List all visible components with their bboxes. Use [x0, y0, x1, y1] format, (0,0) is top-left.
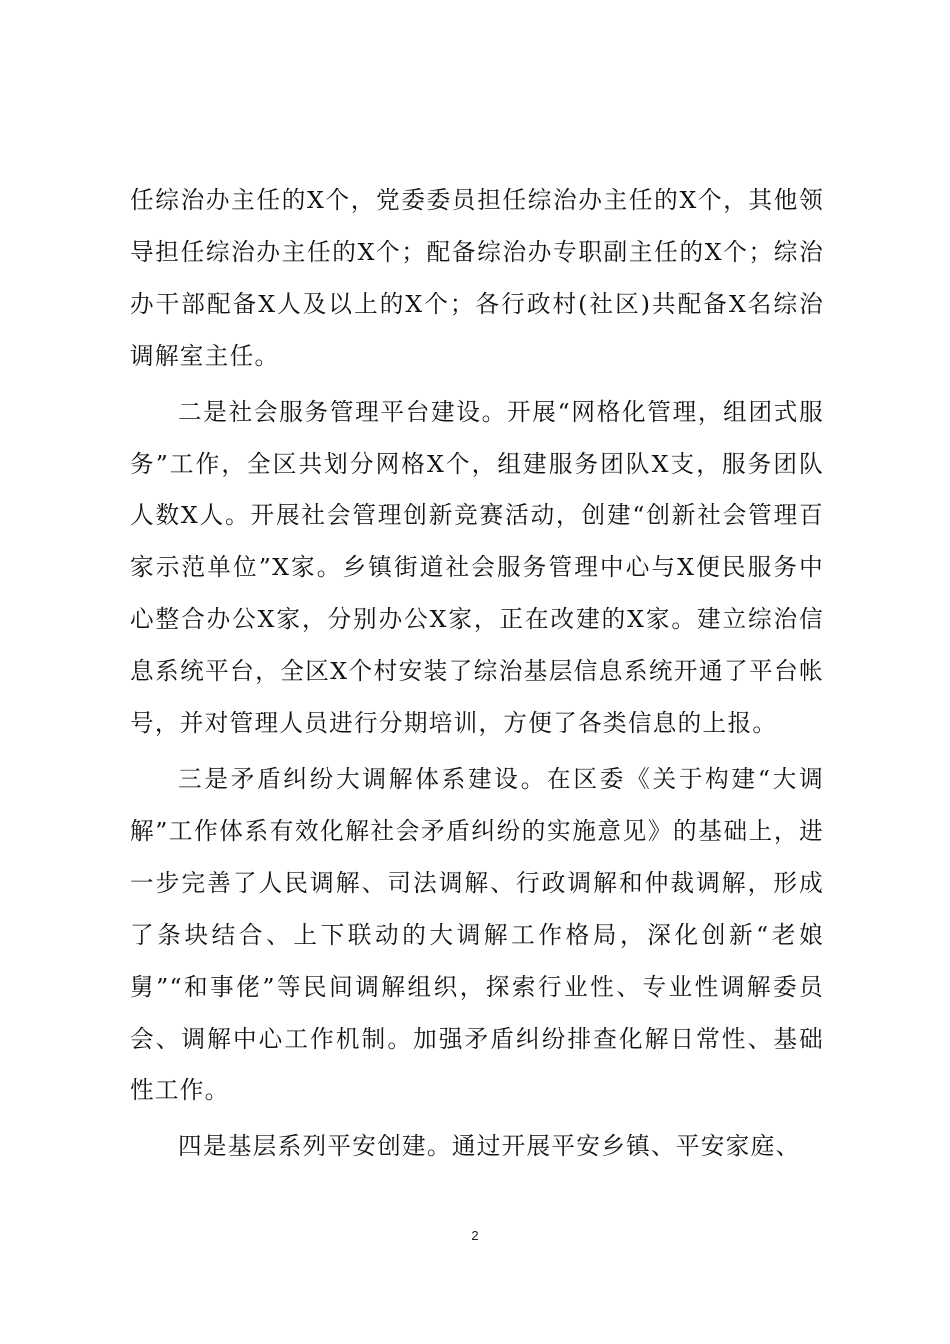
paragraph-heading: 三是矛盾纠纷大调解体系建设。: [178, 764, 548, 793]
paragraph-text: 任综治办主任的X个，党委委员担任综治办主任的X个，其他领导担任综治办主任的X个；配备综治办专职副主任的X个；综治办干部配备X人及以上的X个；各行政村(社区)共配备X名综治调解室主任。: [130, 186, 824, 370]
paragraph-text: 开展“网格化管理，组团式服务”工作，全区共划分网格X个，组建服务团队X支，服务团队人数X人。开展社会管理创新竞赛活动，创建“创新社会管理百家示范单位”X家。乡镇街道社会服务管理中心与X便民服务中心整合办公X家，分别办公X家，正在改建的X家。建立综治信息系统平台，全区X个村安装了综治基层信息系统开通了平台帐号，并对管理人员进行分期培训，方便了各类信息的上报。: [130, 397, 824, 738]
paragraph-safety-creation: [130, 1121, 824, 1173]
paragraph-platform-construction: [130, 387, 824, 750]
paragraph-text: 通过开展平安乡镇、平安家庭、: [451, 1132, 801, 1161]
paragraph-continuation: [130, 175, 824, 383]
paragraph-heading: 二是社会服务管理平台建设。: [178, 397, 507, 426]
paragraph-mediation-system: [130, 754, 824, 1117]
document-body: [130, 175, 824, 1173]
paragraph-text: 在区委《关于构建“大调解”工作体系有效化解社会矛盾纠纷的实施意见》的基础上，进一步完善了人民调解、司法调解、行政调解和仲裁调解，形成了条块结合、上下联动的大调解工作格局，深化创新“老娘舅”“和事佬”等民间调解组织，探索行业性、专业性调解委员会、调解中心工作机制。加强矛盾纠纷排查化解日常性、基础性工作。: [130, 764, 824, 1105]
paragraph-heading: 四是基层系列平安创建。: [178, 1132, 452, 1161]
page-number: 2: [471, 1228, 479, 1243]
